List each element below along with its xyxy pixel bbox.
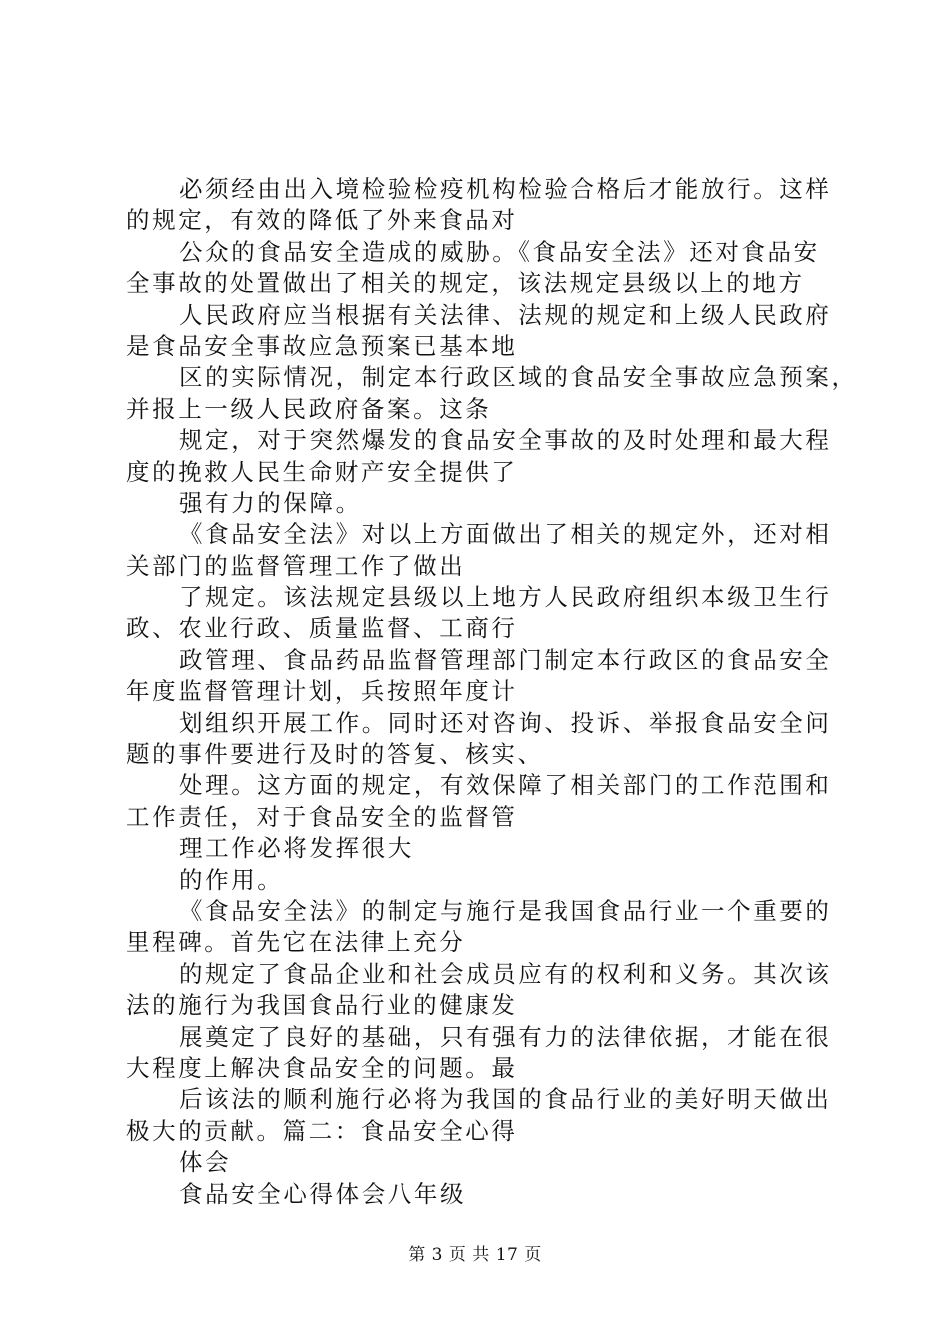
text-line: 的规定，有效的降低了外来食品对: [126, 206, 518, 235]
text-line: 人民政府应当根据有关法律、法规的规定和上级人民政府: [179, 300, 832, 329]
text-line: 的规定了食品企业和社会成员应有的权利和义务。其次该: [179, 959, 832, 988]
text-line: 政、农业行政、质量监督、工商行: [126, 614, 518, 643]
text-line: 大程度上解决食品安全的问题。最: [126, 1053, 518, 1082]
text-line: 理工作必将发挥很大: [179, 834, 414, 863]
text-line: 政管理、食品药品监督管理部门制定本行政区的食品安全: [179, 645, 832, 674]
document-body: [126, 174, 858, 1210]
page-footer: 第 3 页 共 17 页: [408, 1245, 542, 1265]
text-line: 全事故的处置做出了相关的规定，该法规定县级以上的地方: [126, 269, 805, 298]
text-line: 处理。这方面的规定，有效保障了相关部门的工作范围和: [179, 771, 832, 800]
text-line: 展奠定了良好的基础，只有强有力的法律依据，才能在很: [179, 1022, 832, 1051]
text-line: 后该法的顺利施行必将为我国的食品行业的美好明天做出: [179, 1085, 832, 1114]
text-line: 题的事件要进行及时的答复、核实、: [126, 740, 544, 769]
text-line: 区的实际情况，制定本行政区域的食品安全事故应急预案，: [179, 363, 858, 392]
text-line: 工作责任，对于食品安全的监督管: [126, 802, 518, 831]
text-line: 体会: [179, 1148, 232, 1177]
text-line: 里程碑。首先它在法律上充分: [126, 928, 466, 957]
text-line: 划组织开展工作。同时还对咨询、投诉、举报食品安全问: [179, 708, 832, 737]
text-line: 规定，对于突然爆发的食品安全事故的及时处理和最大程: [179, 426, 832, 455]
text-line: 是食品安全事故应急预案已基本地: [126, 331, 518, 360]
text-line: 公众的食品安全造成的威胁。《食品安全法》还对食品安: [179, 237, 820, 266]
text-line: 《食品安全法》的制定与施行是我国食品行业一个重要的: [179, 896, 832, 925]
text-line: 强有力的保障。: [179, 488, 362, 517]
text-line: 极大的贡献。篇二：食品安全心得: [126, 1116, 518, 1145]
text-line: 了规定。该法规定县级以上地方人民政府组织本级卫生行: [179, 583, 832, 612]
text-line: 并报上一级人民政府备案。这条: [126, 394, 492, 423]
text-line: 年度监督管理计划，兵按照年度计: [126, 677, 518, 706]
text-line: 法的施行为我国食品行业的健康发: [126, 991, 518, 1020]
text-line: 度的挽救人民生命财产安全提供了: [126, 457, 518, 486]
text-line: 食品安全心得体会八年级: [179, 1179, 467, 1208]
text-line: 必须经由出入境检验检疫机构检验合格后才能放行。这样: [179, 175, 832, 203]
text-line: 关部门的监督管理工作了做出: [126, 551, 466, 580]
text-line: 《食品安全法》对以上方面做出了相关的规定外，还对相: [179, 520, 832, 549]
text-line: 的作用。: [179, 865, 284, 894]
